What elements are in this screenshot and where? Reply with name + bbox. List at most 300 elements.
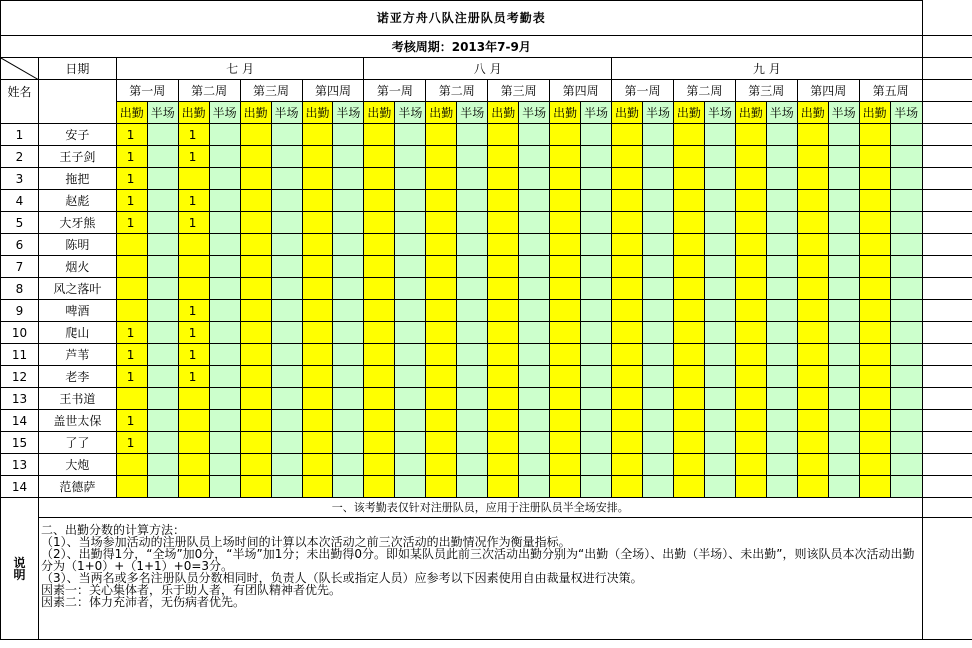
attend-cell[interactable] (364, 256, 395, 278)
half-cell[interactable] (147, 388, 178, 410)
half-cell[interactable] (890, 388, 922, 410)
half-cell[interactable] (704, 432, 735, 454)
half-cell[interactable] (457, 476, 488, 498)
attend-cell[interactable] (178, 168, 209, 190)
half-cell[interactable] (890, 300, 922, 322)
half-cell[interactable] (642, 146, 673, 168)
half-cell[interactable] (147, 278, 178, 300)
half-cell[interactable] (519, 410, 550, 432)
half-cell[interactable] (704, 234, 735, 256)
attend-cell[interactable] (797, 454, 828, 476)
half-cell[interactable] (209, 344, 240, 366)
half-cell[interactable] (890, 256, 922, 278)
half-cell[interactable] (147, 124, 178, 146)
attend-cell[interactable] (426, 300, 457, 322)
half-cell[interactable] (704, 366, 735, 388)
attend-cell[interactable] (302, 300, 333, 322)
half-cell[interactable] (147, 190, 178, 212)
attend-cell[interactable] (612, 124, 643, 146)
attend-cell[interactable] (240, 212, 271, 234)
half-cell[interactable] (209, 190, 240, 212)
half-cell[interactable] (395, 300, 426, 322)
half-cell[interactable] (519, 366, 550, 388)
half-cell[interactable] (395, 388, 426, 410)
half-cell[interactable] (519, 124, 550, 146)
attend-cell[interactable] (797, 278, 828, 300)
attend-cell[interactable] (673, 366, 704, 388)
half-cell[interactable] (519, 234, 550, 256)
half-cell[interactable] (581, 454, 612, 476)
half-cell[interactable] (828, 388, 859, 410)
attend-cell[interactable] (364, 300, 395, 322)
half-cell[interactable] (457, 322, 488, 344)
half-cell[interactable] (457, 124, 488, 146)
half-cell[interactable] (642, 256, 673, 278)
attend-cell[interactable] (673, 300, 704, 322)
attend-cell[interactable] (488, 300, 519, 322)
attend-cell[interactable] (797, 190, 828, 212)
attend-cell[interactable] (735, 278, 766, 300)
attend-cell[interactable] (364, 410, 395, 432)
half-cell[interactable] (766, 366, 797, 388)
attend-cell[interactable] (550, 322, 581, 344)
half-cell[interactable] (890, 366, 922, 388)
half-cell[interactable] (271, 300, 302, 322)
half-cell[interactable] (519, 146, 550, 168)
attend-cell[interactable] (178, 410, 209, 432)
half-cell[interactable] (766, 454, 797, 476)
half-cell[interactable] (333, 344, 364, 366)
attend-cell[interactable] (612, 410, 643, 432)
half-cell[interactable] (581, 212, 612, 234)
attend-cell[interactable] (797, 388, 828, 410)
attend-cell[interactable]: 1 (116, 344, 147, 366)
half-cell[interactable] (581, 432, 612, 454)
half-cell[interactable] (333, 146, 364, 168)
half-cell[interactable] (704, 476, 735, 498)
attend-cell[interactable] (426, 388, 457, 410)
half-cell[interactable] (147, 300, 178, 322)
half-cell[interactable] (581, 366, 612, 388)
half-cell[interactable] (519, 168, 550, 190)
attend-cell[interactable] (735, 410, 766, 432)
attend-cell[interactable] (859, 454, 890, 476)
attend-cell[interactable] (550, 234, 581, 256)
half-cell[interactable] (333, 388, 364, 410)
attend-cell[interactable] (302, 476, 333, 498)
half-cell[interactable] (333, 432, 364, 454)
half-cell[interactable] (209, 454, 240, 476)
attend-cell[interactable] (364, 124, 395, 146)
half-cell[interactable] (333, 366, 364, 388)
half-cell[interactable] (828, 278, 859, 300)
attend-cell[interactable] (673, 190, 704, 212)
attend-cell[interactable] (364, 190, 395, 212)
half-cell[interactable] (581, 124, 612, 146)
half-cell[interactable] (333, 322, 364, 344)
attend-cell[interactable] (426, 476, 457, 498)
attend-cell[interactable]: 1 (178, 124, 209, 146)
half-cell[interactable] (828, 190, 859, 212)
attend-cell[interactable] (364, 146, 395, 168)
half-cell[interactable] (209, 322, 240, 344)
attend-cell[interactable] (735, 300, 766, 322)
attend-cell[interactable] (673, 344, 704, 366)
half-cell[interactable] (704, 168, 735, 190)
half-cell[interactable] (890, 278, 922, 300)
attend-cell[interactable] (178, 388, 209, 410)
half-cell[interactable] (209, 366, 240, 388)
attend-cell[interactable] (673, 124, 704, 146)
half-cell[interactable] (581, 476, 612, 498)
half-cell[interactable] (395, 168, 426, 190)
half-cell[interactable] (333, 124, 364, 146)
attend-cell[interactable] (116, 234, 147, 256)
half-cell[interactable] (890, 124, 922, 146)
attend-cell[interactable] (426, 234, 457, 256)
attend-cell[interactable] (550, 344, 581, 366)
half-cell[interactable] (271, 124, 302, 146)
half-cell[interactable] (704, 300, 735, 322)
attend-cell[interactable] (673, 256, 704, 278)
half-cell[interactable] (147, 146, 178, 168)
attend-cell[interactable] (364, 388, 395, 410)
half-cell[interactable] (642, 410, 673, 432)
attend-cell[interactable] (426, 410, 457, 432)
half-cell[interactable] (890, 476, 922, 498)
half-cell[interactable] (209, 124, 240, 146)
attend-cell[interactable] (364, 432, 395, 454)
half-cell[interactable] (519, 300, 550, 322)
attend-cell[interactable] (240, 344, 271, 366)
attend-cell[interactable] (612, 146, 643, 168)
attend-cell[interactable] (735, 234, 766, 256)
attend-cell[interactable] (302, 410, 333, 432)
half-cell[interactable] (890, 322, 922, 344)
attend-cell[interactable] (859, 278, 890, 300)
half-cell[interactable] (828, 366, 859, 388)
attend-cell[interactable] (364, 454, 395, 476)
half-cell[interactable] (519, 190, 550, 212)
half-cell[interactable] (890, 410, 922, 432)
attend-cell[interactable] (673, 168, 704, 190)
attend-cell[interactable] (426, 212, 457, 234)
half-cell[interactable] (642, 388, 673, 410)
attend-cell[interactable] (364, 168, 395, 190)
half-cell[interactable] (581, 278, 612, 300)
attend-cell[interactable] (426, 454, 457, 476)
attend-cell[interactable] (735, 212, 766, 234)
attend-cell[interactable] (673, 454, 704, 476)
half-cell[interactable] (704, 410, 735, 432)
half-cell[interactable] (704, 212, 735, 234)
half-cell[interactable] (890, 146, 922, 168)
attend-cell[interactable] (673, 146, 704, 168)
attend-cell[interactable] (426, 256, 457, 278)
attend-cell[interactable] (240, 146, 271, 168)
half-cell[interactable] (271, 476, 302, 498)
half-cell[interactable] (395, 410, 426, 432)
half-cell[interactable] (581, 190, 612, 212)
half-cell[interactable] (519, 212, 550, 234)
half-cell[interactable] (828, 168, 859, 190)
attend-cell[interactable]: 1 (178, 322, 209, 344)
attend-cell[interactable] (178, 234, 209, 256)
attend-cell[interactable] (488, 476, 519, 498)
attend-cell[interactable]: 1 (116, 212, 147, 234)
attend-cell[interactable] (178, 476, 209, 498)
half-cell[interactable] (457, 366, 488, 388)
attend-cell[interactable] (673, 234, 704, 256)
attend-cell[interactable]: 1 (178, 366, 209, 388)
half-cell[interactable] (333, 190, 364, 212)
attend-cell[interactable] (673, 212, 704, 234)
attend-cell[interactable] (426, 278, 457, 300)
attend-cell[interactable] (612, 366, 643, 388)
attend-cell[interactable] (797, 256, 828, 278)
half-cell[interactable] (395, 124, 426, 146)
attend-cell[interactable]: 1 (178, 300, 209, 322)
attend-cell[interactable] (240, 454, 271, 476)
half-cell[interactable] (828, 256, 859, 278)
attend-cell[interactable] (550, 366, 581, 388)
half-cell[interactable] (766, 344, 797, 366)
attend-cell[interactable] (302, 432, 333, 454)
attend-cell[interactable] (488, 190, 519, 212)
half-cell[interactable] (642, 124, 673, 146)
half-cell[interactable] (766, 300, 797, 322)
attend-cell[interactable] (550, 146, 581, 168)
attend-cell[interactable] (302, 256, 333, 278)
half-cell[interactable] (395, 190, 426, 212)
half-cell[interactable] (271, 410, 302, 432)
half-cell[interactable] (766, 476, 797, 498)
attend-cell[interactable] (302, 388, 333, 410)
attend-cell[interactable] (859, 366, 890, 388)
attend-cell[interactable] (859, 124, 890, 146)
half-cell[interactable] (271, 234, 302, 256)
attend-cell[interactable] (550, 410, 581, 432)
half-cell[interactable] (209, 212, 240, 234)
attend-cell[interactable] (797, 410, 828, 432)
half-cell[interactable] (395, 454, 426, 476)
attend-cell[interactable] (797, 124, 828, 146)
half-cell[interactable] (271, 146, 302, 168)
half-cell[interactable] (457, 168, 488, 190)
half-cell[interactable] (271, 344, 302, 366)
attend-cell[interactable] (797, 366, 828, 388)
half-cell[interactable] (519, 278, 550, 300)
attend-cell[interactable] (116, 256, 147, 278)
attend-cell[interactable] (612, 476, 643, 498)
attend-cell[interactable] (859, 146, 890, 168)
half-cell[interactable] (642, 344, 673, 366)
half-cell[interactable] (581, 300, 612, 322)
attend-cell[interactable] (859, 432, 890, 454)
attend-cell[interactable] (488, 322, 519, 344)
half-cell[interactable] (519, 432, 550, 454)
half-cell[interactable] (704, 190, 735, 212)
attend-cell[interactable] (426, 366, 457, 388)
half-cell[interactable] (828, 476, 859, 498)
attend-cell[interactable] (673, 322, 704, 344)
half-cell[interactable] (519, 476, 550, 498)
attend-cell[interactable] (302, 454, 333, 476)
half-cell[interactable] (457, 344, 488, 366)
attend-cell[interactable]: 1 (116, 322, 147, 344)
attend-cell[interactable] (240, 300, 271, 322)
half-cell[interactable] (766, 322, 797, 344)
attend-cell[interactable] (364, 476, 395, 498)
attend-cell[interactable] (550, 388, 581, 410)
attend-cell[interactable] (364, 234, 395, 256)
attend-cell[interactable] (240, 322, 271, 344)
attend-cell[interactable] (673, 388, 704, 410)
attend-cell[interactable] (612, 454, 643, 476)
attend-cell[interactable] (859, 212, 890, 234)
half-cell[interactable] (642, 168, 673, 190)
half-cell[interactable] (147, 234, 178, 256)
attend-cell[interactable] (178, 432, 209, 454)
attend-cell[interactable] (735, 432, 766, 454)
half-cell[interactable] (828, 322, 859, 344)
half-cell[interactable] (271, 366, 302, 388)
half-cell[interactable] (333, 278, 364, 300)
half-cell[interactable] (642, 454, 673, 476)
attend-cell[interactable] (859, 234, 890, 256)
attend-cell[interactable] (426, 432, 457, 454)
half-cell[interactable] (271, 256, 302, 278)
attend-cell[interactable] (797, 146, 828, 168)
attend-cell[interactable] (735, 454, 766, 476)
half-cell[interactable] (766, 124, 797, 146)
half-cell[interactable] (147, 256, 178, 278)
half-cell[interactable] (333, 454, 364, 476)
half-cell[interactable] (704, 256, 735, 278)
half-cell[interactable] (147, 344, 178, 366)
attend-cell[interactable] (550, 256, 581, 278)
attend-cell[interactable] (302, 344, 333, 366)
attend-cell[interactable] (859, 256, 890, 278)
half-cell[interactable] (828, 454, 859, 476)
attend-cell[interactable] (364, 344, 395, 366)
attend-cell[interactable] (178, 454, 209, 476)
attend-cell[interactable]: 1 (178, 212, 209, 234)
attend-cell[interactable] (364, 322, 395, 344)
attend-cell[interactable]: 1 (178, 146, 209, 168)
half-cell[interactable] (147, 212, 178, 234)
half-cell[interactable] (766, 168, 797, 190)
half-cell[interactable] (271, 454, 302, 476)
attend-cell[interactable] (240, 410, 271, 432)
half-cell[interactable] (395, 322, 426, 344)
half-cell[interactable] (457, 410, 488, 432)
attend-cell[interactable] (673, 410, 704, 432)
attend-cell[interactable] (735, 168, 766, 190)
half-cell[interactable] (828, 234, 859, 256)
half-cell[interactable] (581, 388, 612, 410)
attend-cell[interactable]: 1 (116, 124, 147, 146)
attend-cell[interactable] (302, 168, 333, 190)
attend-cell[interactable] (859, 168, 890, 190)
half-cell[interactable] (581, 322, 612, 344)
half-cell[interactable] (209, 476, 240, 498)
half-cell[interactable] (766, 432, 797, 454)
half-cell[interactable] (828, 344, 859, 366)
attend-cell[interactable] (178, 256, 209, 278)
half-cell[interactable] (704, 322, 735, 344)
attend-cell[interactable] (240, 256, 271, 278)
attend-cell[interactable] (426, 168, 457, 190)
half-cell[interactable] (581, 234, 612, 256)
half-cell[interactable] (333, 212, 364, 234)
attend-cell[interactable] (240, 124, 271, 146)
attend-cell[interactable] (302, 146, 333, 168)
attend-cell[interactable] (364, 366, 395, 388)
attend-cell[interactable] (488, 278, 519, 300)
half-cell[interactable] (209, 432, 240, 454)
attend-cell[interactable] (488, 388, 519, 410)
half-cell[interactable] (704, 454, 735, 476)
attend-cell[interactable] (735, 344, 766, 366)
half-cell[interactable] (766, 212, 797, 234)
half-cell[interactable] (890, 168, 922, 190)
half-cell[interactable] (457, 212, 488, 234)
attend-cell[interactable] (488, 432, 519, 454)
attend-cell[interactable] (550, 432, 581, 454)
half-cell[interactable] (395, 278, 426, 300)
half-cell[interactable] (581, 146, 612, 168)
attend-cell[interactable]: 1 (178, 190, 209, 212)
half-cell[interactable] (333, 168, 364, 190)
attend-cell[interactable] (240, 476, 271, 498)
attend-cell[interactable] (673, 278, 704, 300)
attend-cell[interactable] (612, 234, 643, 256)
attend-cell[interactable] (735, 146, 766, 168)
half-cell[interactable] (333, 300, 364, 322)
attend-cell[interactable] (612, 322, 643, 344)
attend-cell[interactable] (302, 212, 333, 234)
attend-cell[interactable] (426, 344, 457, 366)
half-cell[interactable] (209, 410, 240, 432)
half-cell[interactable] (457, 190, 488, 212)
attend-cell[interactable] (612, 278, 643, 300)
half-cell[interactable] (766, 190, 797, 212)
half-cell[interactable] (271, 168, 302, 190)
half-cell[interactable] (457, 300, 488, 322)
attend-cell[interactable] (859, 190, 890, 212)
attend-cell[interactable] (116, 454, 147, 476)
attend-cell[interactable] (612, 212, 643, 234)
attend-cell[interactable] (488, 234, 519, 256)
half-cell[interactable] (766, 256, 797, 278)
half-cell[interactable] (457, 256, 488, 278)
half-cell[interactable] (642, 432, 673, 454)
half-cell[interactable] (395, 212, 426, 234)
attend-cell[interactable] (240, 190, 271, 212)
attend-cell[interactable] (735, 476, 766, 498)
half-cell[interactable] (890, 212, 922, 234)
half-cell[interactable] (642, 278, 673, 300)
attend-cell[interactable] (426, 146, 457, 168)
attend-cell[interactable] (612, 300, 643, 322)
attend-cell[interactable] (612, 344, 643, 366)
half-cell[interactable] (395, 366, 426, 388)
half-cell[interactable] (395, 476, 426, 498)
half-cell[interactable] (271, 322, 302, 344)
attend-cell[interactable]: 1 (178, 344, 209, 366)
attend-cell[interactable] (240, 278, 271, 300)
